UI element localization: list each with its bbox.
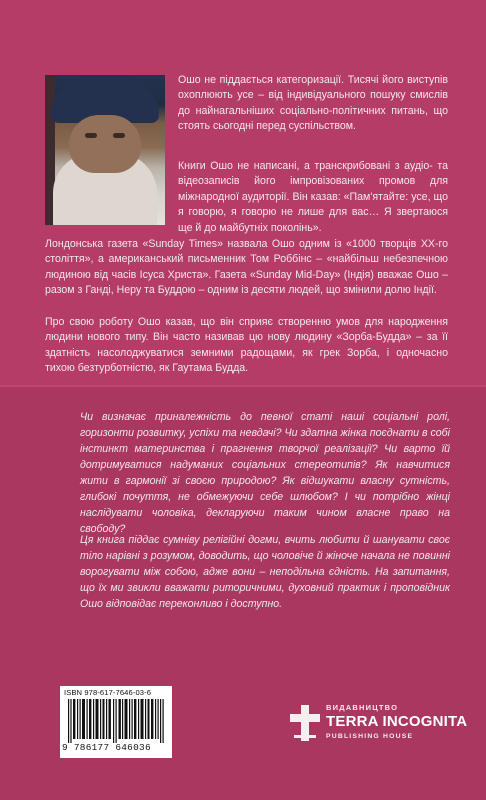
author-photo <box>45 75 165 225</box>
publisher-name: TERRA INCOGNITA <box>326 713 468 730</box>
bio-paragraph-4: Про свою роботу Ошо казав, що він сприяє створенню умов для народження людини нового типу. Він часто називав цю нову людину «Зорба-Будда» – за її здатність насолоджуватися земними радощами, як грек Зорба, і одночасно тихою безтурботністю, як Гаутама Будда. <box>45 316 448 375</box>
publisher-label-bottom: PUBLISHING HOUSE <box>326 733 414 740</box>
barcode-bars <box>68 699 166 743</box>
ean-number: 9 786177 646036 <box>62 742 151 753</box>
bio-paragraph-3: Лондонська газета «Sunday Times» назвала Ошо одним із «1000 творців XX-го століття», а американський письменник Том Роббінс – «найбільш небезпечною людиною від часів Ісуса Христа». Газета «Sunday Mid-Day» (Індія) вважає Ошо – разом з Ганді, Неру та Буддою – одним із десяти людей, що змінили долю Індії. <box>45 238 448 297</box>
blurb-paragraph-1: Чи визначає приналежність до певної статі наші соціальні ролі, горизонти розвитку, успіхи та невдачі? Чи здатна жінка поєднати в собі інстинкт материнства і прагнення творчої реалізації? Чи варто їй дотримуватися надуманих соціальних стереотипів? Як навчитися жити в гармонії зі своєю природою? Як відшукати власну сутність, глибокі почуття, не обмежуючи себе шлюбом? І чи потрібно жінці наслідувати чоловіка, декларуючи таким чином власне право на свободу? <box>80 411 450 535</box>
cross-emblem-icon <box>290 705 320 741</box>
barcode <box>60 686 172 758</box>
bio-paragraph-1: Ошо не піддається категоризації. Тисячі його виступів охоплюють усе – від індивідуального пошуку смислів до найнагальніших соціально-політичних питань, що стоять сьогодні перед суспільством. <box>178 74 448 133</box>
publisher-label-top: ВИДАВНИЦТВО <box>326 703 399 712</box>
bio-paragraph-2: Книги Ошо не написані, а транскрибовані з аудіо- та відеозаписів його імпровізованих промов для міжнародної аудиторії. Він казав: «Пам'ятайте: усе, що я говорю, я говорю не лише для вас… Я звертаюся ще й до майбутніх поколінь». <box>178 160 448 234</box>
publisher-logo <box>290 700 468 748</box>
isbn-label: ISBN 978-617-7646-03-6 <box>64 688 152 697</box>
face-shape <box>69 115 141 173</box>
blurb-paragraph-2: Ця книга піддає сумніву релігійні догми, вчить любити й шанувати своє тіло нарівні з розумом, доводить, що чоловіче й жіноче начала не повинні ворогувати між собою, адже вони – неподільна єдність. На запитання, що їх ми звикли вважати риторичними, духовний практик і проповідник Ошо відповідає переконливо і доступно. <box>80 534 450 610</box>
